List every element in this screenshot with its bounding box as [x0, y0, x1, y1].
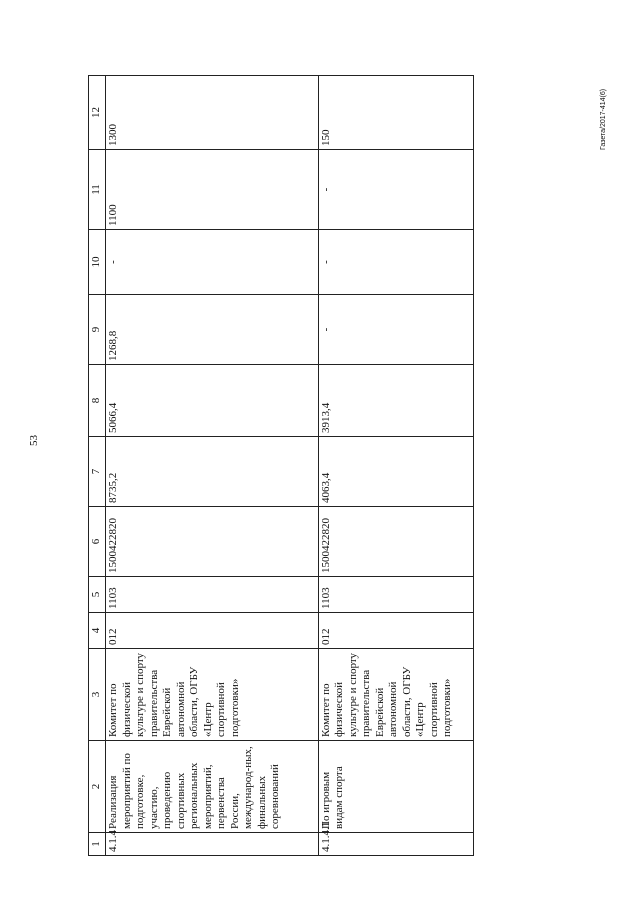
document-code: Газета/2017-414(6) — [600, 88, 607, 150]
cell-section: 1103 — [106, 577, 319, 613]
cell-executor: Комитет по физической культуре и спорту правительства Еврейской автономной области, ОГБУ «Центр спортивной подготовки» — [106, 649, 319, 741]
header-cell: 9 — [89, 295, 106, 365]
header-cell: 7 — [89, 437, 106, 507]
header-cell: 4 — [89, 613, 106, 649]
table-row — [318, 76, 473, 856]
cell-year-5: 1300 — [106, 76, 319, 150]
cell-grbs: 012 — [106, 613, 319, 649]
header-row — [89, 76, 106, 856]
table-row — [106, 76, 319, 856]
cell-year-4: 1100 — [106, 150, 319, 230]
cell-section: 1103 — [318, 577, 473, 613]
cell-year-1: 3913,4 — [318, 365, 473, 437]
header-cell: 1 — [89, 833, 106, 856]
cell-year-1: 5066,4 — [106, 365, 319, 437]
cell-year-2: 1268,8 — [106, 295, 319, 365]
cell-year-4: - — [318, 150, 473, 230]
cell-total: 4063,4 — [318, 437, 473, 507]
cell-number: 4.1.4 — [106, 833, 319, 856]
header-cell: 5 — [89, 577, 106, 613]
cell-target-code: 1500422820 — [106, 507, 319, 577]
cell-executor: Комитет по физической культуре и спорту правительства Еврейской автономной области, ОГБУ «Центр спортивной подготовки» — [318, 649, 473, 741]
header-cell: 11 — [89, 150, 106, 230]
header-cell: 12 — [89, 76, 106, 150]
header-cell: 6 — [89, 507, 106, 577]
page-number: 53 — [28, 435, 40, 446]
cell-activity: По игровым видам спорта — [318, 741, 473, 833]
cell-grbs: 012 — [318, 613, 473, 649]
header-cell: 3 — [89, 649, 106, 741]
header-cell: 10 — [89, 230, 106, 295]
rotated-table-container — [88, 76, 474, 856]
cell-year-5: 150 — [318, 76, 473, 150]
cell-year-3: - — [318, 230, 473, 295]
header-cell: 8 — [89, 365, 106, 437]
cell-year-2: - — [318, 295, 473, 365]
header-cell: 2 — [89, 741, 106, 833]
budget-table — [88, 75, 474, 856]
cell-number: 4.1.4.1 — [318, 833, 473, 856]
cell-activity: Реализация мероприятий по подготовке, участию, проведению спортивных региональных мероприятий, первенства России, международ-ных, финальных соревнований — [106, 741, 319, 833]
cell-total: 8735,2 — [106, 437, 319, 507]
cell-year-3: - — [106, 230, 319, 295]
cell-target-code: 1500422820 — [318, 507, 473, 577]
